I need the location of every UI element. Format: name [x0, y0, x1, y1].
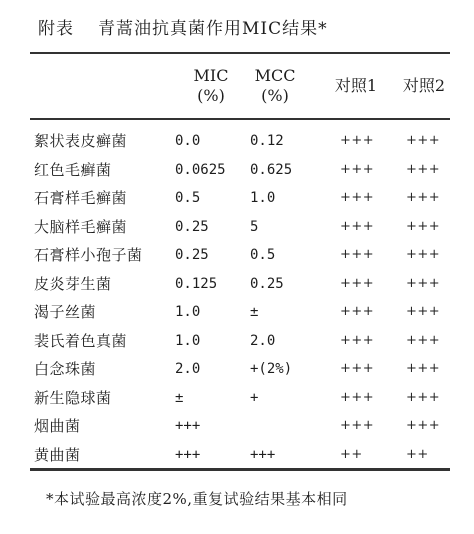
header-control-1	[326, 76, 386, 96]
header-mcc-line1: MCC	[254, 66, 296, 85]
fungus-name: 红色毛癣菌	[34, 160, 112, 179]
control-2-value: +++	[406, 218, 441, 234]
mic-value: 0.25	[175, 247, 209, 263]
table-caption	[38, 14, 328, 39]
footnote: *本试验最高浓度2%,重复试验结果基本相同	[46, 490, 348, 508]
fungus-name: 渴子丝菌	[34, 303, 97, 321]
control-1-value: +++	[340, 218, 375, 234]
mic-value: 0.25	[175, 218, 209, 235]
control-2-value: +++	[406, 361, 441, 376]
mic-value: ±	[175, 389, 184, 406]
mcc-value: 0.12	[250, 133, 284, 149]
control-2-value: +++	[406, 275, 441, 291]
table-row	[34, 157, 454, 186]
mic-value: +++	[175, 446, 201, 463]
control-1-value: +++	[340, 361, 375, 376]
fungus-name: 新生隐球菌	[34, 388, 112, 407]
table-body	[34, 128, 454, 470]
fungus-name: 大脑样毛癣菌	[34, 217, 128, 236]
mcc-value: 2.0	[250, 332, 276, 349]
table-row	[34, 128, 454, 157]
control-1-value: +++	[340, 418, 375, 433]
control-1-value: +++	[340, 275, 375, 291]
fungus-name: 烟曲菌	[34, 417, 81, 435]
table-row	[34, 413, 454, 442]
mic-value: +++	[175, 418, 201, 434]
control-2-value: +++	[406, 389, 441, 405]
mcc-value: 5	[250, 218, 259, 235]
mcc-value: +++	[250, 446, 276, 463]
mic-value: 1.0	[175, 304, 201, 320]
control-2-value: ++	[406, 446, 429, 462]
fungus-name: 裴氏着色真菌	[34, 331, 128, 350]
control-2-value: +++	[406, 332, 441, 348]
bottom-rule	[30, 468, 450, 471]
table-row	[34, 442, 454, 471]
control-2-value: +++	[406, 133, 441, 148]
table-row	[34, 214, 454, 243]
header-control-1-label: 对照1	[334, 76, 378, 95]
control-2-value: +++	[406, 304, 441, 319]
caption-title: 青蒿油抗真菌作用MIC结果*	[98, 19, 328, 39]
mic-value: 0.5	[175, 190, 201, 206]
fungus-name: 石膏样毛癣菌	[34, 189, 128, 207]
control-1-value: +++	[340, 161, 375, 177]
mic-value: 1.0	[175, 332, 201, 349]
control-1-value: +++	[340, 247, 375, 262]
fungus-name: 皮炎芽生菌	[34, 274, 112, 293]
header-mcc-line2: (%)	[261, 86, 289, 105]
header-mic-line1: MIC	[193, 66, 229, 85]
control-1-value: +++	[340, 389, 375, 405]
header-mcc	[248, 66, 302, 106]
mcc-value: ±	[250, 304, 259, 320]
fungus-name: 石膏样小孢子菌	[34, 246, 143, 264]
header-mic	[186, 66, 236, 106]
caption-label: 附表	[38, 19, 74, 39]
top-rule	[30, 52, 450, 54]
header-control-2-label: 对照2	[402, 76, 446, 95]
fungus-name: 黄曲菌	[34, 445, 81, 464]
control-2-value: +++	[406, 190, 441, 205]
fungus-name: 絮状表皮癣菌	[34, 132, 128, 150]
mcc-value: 0.5	[250, 247, 276, 263]
fungus-name: 白念珠菌	[34, 360, 97, 378]
control-1-value: +++	[340, 133, 375, 148]
mcc-value: 0.25	[250, 275, 284, 292]
control-2-value: +++	[406, 418, 441, 433]
control-2-value: +++	[406, 161, 441, 177]
mic-value: 0.0	[175, 133, 201, 149]
mcc-value: +(2%)	[250, 361, 293, 377]
table-row	[34, 385, 454, 414]
mic-value: 0.0625	[175, 161, 226, 178]
control-1-value: +++	[340, 304, 375, 319]
table-row	[34, 328, 454, 357]
mcc-value: 0.625	[250, 161, 293, 178]
header-control-2	[394, 76, 454, 96]
table-row	[34, 356, 454, 385]
control-1-value: ++	[340, 446, 363, 462]
mic-value: 2.0	[175, 361, 201, 377]
table-row	[34, 242, 454, 271]
control-1-value: +++	[340, 190, 375, 205]
control-1-value: +++	[340, 332, 375, 348]
mcc-value: +	[250, 389, 259, 406]
header-rule	[30, 118, 450, 120]
mic-value: 0.125	[175, 275, 218, 292]
table-row	[34, 299, 454, 328]
header-mic-line2: (%)	[197, 86, 225, 105]
table-row	[34, 185, 454, 214]
table-row	[34, 271, 454, 300]
control-2-value: +++	[406, 247, 441, 262]
mcc-value: 1.0	[250, 190, 276, 206]
